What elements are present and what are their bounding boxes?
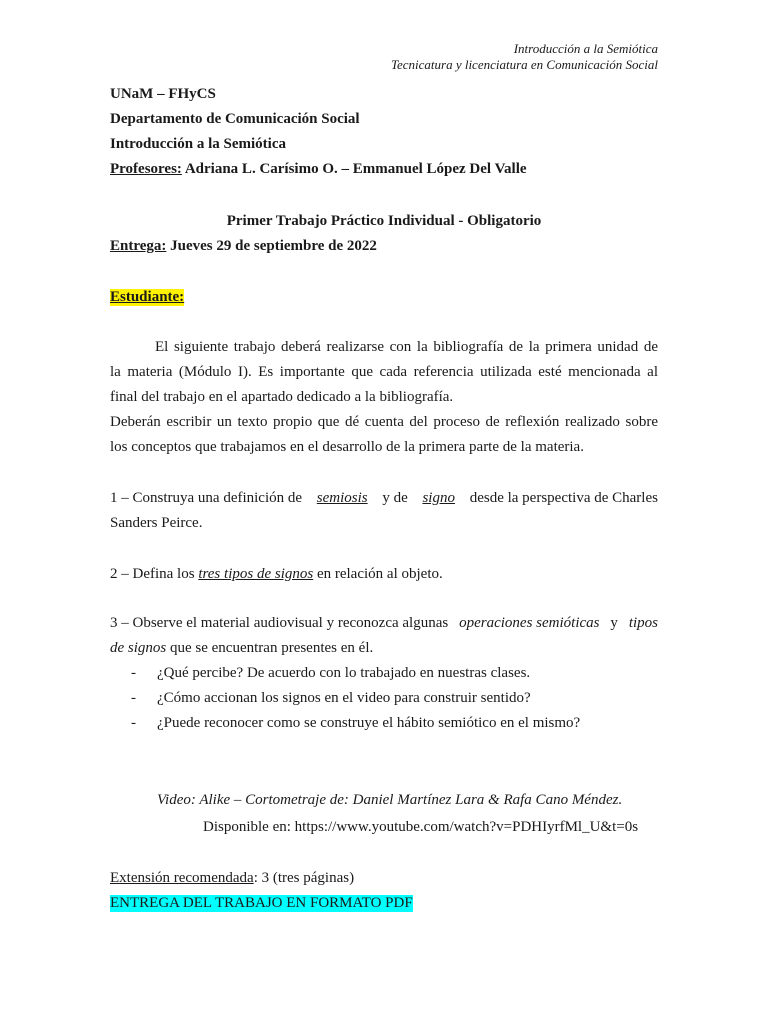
- bullet-dash: -: [131, 665, 136, 681]
- q3-operaciones: operaciones semióticas: [459, 615, 600, 631]
- bullet-dash: -: [131, 715, 136, 731]
- question-2: [110, 566, 443, 583]
- intro-line-3: final del trabajo en el apartado dedicado a la bibliografía.: [110, 389, 454, 405]
- due-label: Entrega:: [110, 238, 167, 254]
- professors-line: [110, 161, 527, 178]
- q1-part-c: desde la perspectiva de Charles: [465, 490, 658, 506]
- student-label: Estudiante:: [110, 289, 185, 305]
- q3-line2-rest: que se encuentran presentes en él.: [166, 640, 374, 656]
- q3-part-b: y: [606, 615, 622, 631]
- q1-part-b: y de: [378, 490, 412, 506]
- bullet-item: ¿Qué percibe? De acuerdo con lo trabajado en nuestras clases.: [157, 665, 531, 681]
- course-name: Introducción a la Semiótica: [110, 136, 286, 152]
- q1-semiosis: semiosis: [316, 490, 368, 506]
- q1-part-a: 1 – Construya una definición de: [110, 490, 306, 506]
- video-credit: Video: Alike – Cortometraje de: Daniel Martínez Lara & Rafa Cano Méndez.: [157, 792, 623, 808]
- intro-line-2: la materia (Módulo I). Es importante que cada referencia utilizada esté mencionada al: [110, 364, 658, 380]
- question-1-line-1: [110, 490, 658, 507]
- header-program: Tecnicatura y licenciatura en Comunicación Social: [390, 57, 658, 72]
- department-name: Departamento de Comunicación Social: [110, 111, 360, 127]
- due-date-line: [110, 238, 377, 255]
- q2-tres-tipos: tres tipos de signos: [198, 566, 314, 582]
- q2-part-a: 2 – Defina los: [110, 566, 199, 582]
- header-course: Introducción a la Semiótica: [513, 41, 658, 56]
- extension-line: [110, 870, 354, 887]
- due-date: Jueves 29 de septiembre de 2022: [166, 238, 377, 254]
- q1-signo: signo: [422, 490, 455, 506]
- extension-label: Extensión recomendada: [110, 870, 254, 886]
- assignment-title: Primer Trabajo Práctico Individual - Obligatorio: [226, 213, 542, 229]
- format-notice: ENTREGA DEL TRABAJO EN FORMATO PDF: [110, 895, 413, 911]
- university-name: UNaM – FHyCS: [110, 86, 216, 102]
- bullet-item: ¿Puede reconocer como se construye el hábito semiótico en el mismo?: [157, 715, 581, 731]
- question-3-line-2: [110, 640, 373, 657]
- q3-tipos: tipos: [628, 615, 658, 631]
- bullet-dash: -: [131, 690, 136, 706]
- intro-line-4: Deberán escribir un texto propio que dé cuenta del proceso de reflexión realizado sobre: [110, 414, 658, 430]
- question-3-line-1: [110, 615, 658, 632]
- intro-line-1: El siguiente trabajo deberá realizarse con la bibliografía de la primera unidad de: [155, 339, 658, 355]
- q3-part-a: 3 – Observe el material audiovisual y reconozca algunas: [110, 615, 452, 631]
- bullet-item: ¿Cómo accionan los signos en el video para construir sentido?: [157, 690, 531, 706]
- video-url: Disponible en: https://www.youtube.com/watch?v=PDHIyrfMl_U&t=0s: [203, 819, 639, 835]
- intro-line-5: los conceptos que trabajamos en el desarrollo de la primera parte de la materia.: [110, 439, 584, 455]
- q3-de-signos: de signos: [110, 640, 167, 656]
- question-1-line-2: Sanders Peirce.: [110, 515, 203, 531]
- extension-value: : 3 (tres páginas): [253, 870, 355, 886]
- professors-label: Profesores:: [110, 161, 182, 177]
- q2-part-b: en relación al objeto.: [313, 566, 443, 582]
- professors-names: Adriana L. Carísimo O. – Emmanuel López Del Valle: [181, 161, 527, 177]
